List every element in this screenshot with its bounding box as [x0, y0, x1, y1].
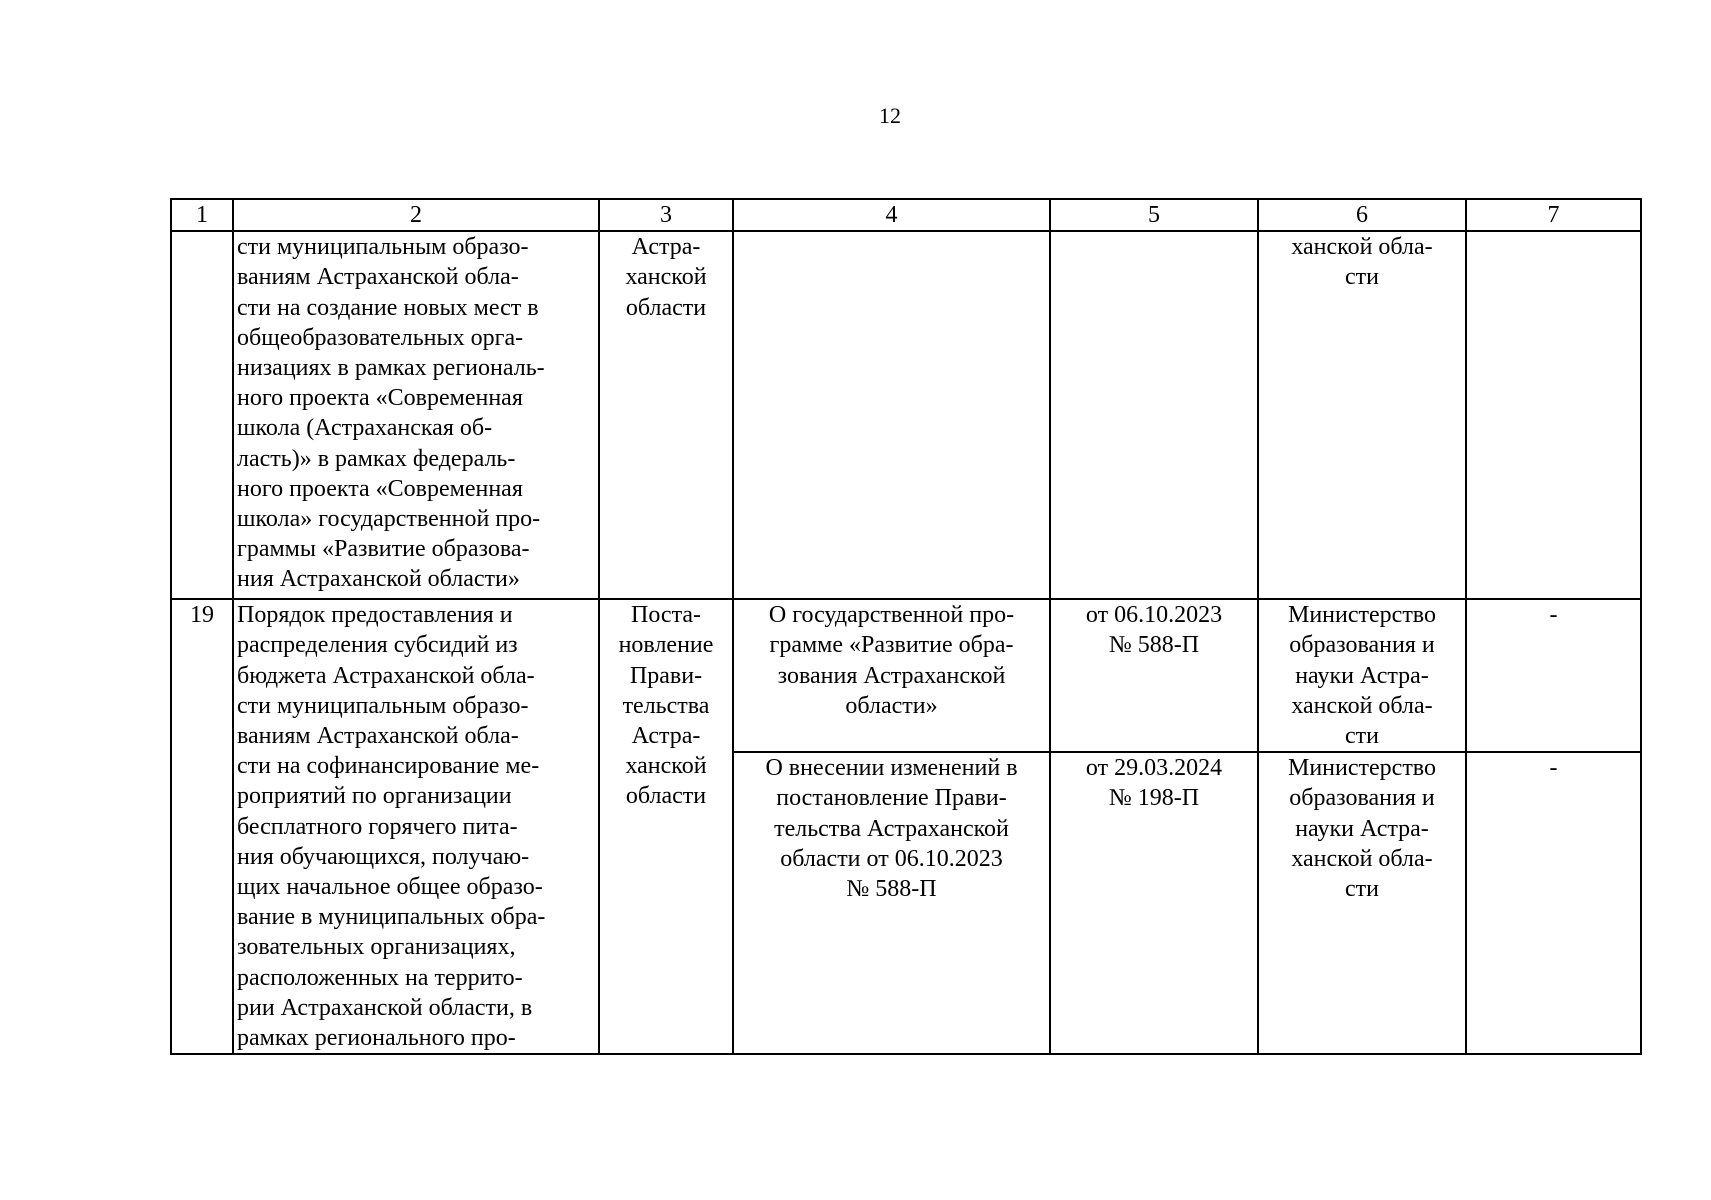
text-line: ханской обла-: [1291, 692, 1433, 719]
text-line: сти на создание новых мест в: [237, 294, 539, 321]
text-line: № 588-П: [846, 876, 937, 903]
text-line: грамме «Развитие обра-: [769, 632, 1014, 659]
header-cell-6: 6: [1258, 199, 1466, 231]
text-line: рамках регионального про-: [237, 1025, 516, 1052]
text-line: О государственной про-: [768, 602, 1015, 629]
text-line: вание в муниципальных обра-: [237, 904, 546, 931]
text-line: Министерство: [1288, 602, 1436, 629]
text-line: Поста-: [630, 602, 701, 629]
header-cell-3: 3: [599, 199, 733, 231]
text-line: Астра-: [631, 234, 701, 261]
text-line: ного проекта «Современная: [237, 475, 523, 502]
text-line: школа (Астраханская об-: [237, 415, 493, 442]
cell-notes: -: [1466, 752, 1641, 1054]
cell-document-type: [599, 599, 733, 1054]
text-line: граммы «Развитие образова-: [237, 536, 530, 563]
cell-document-type: [599, 231, 733, 599]
text-line: постановление Прави-: [776, 785, 1007, 812]
text-line: бесплатного горячего пита-: [237, 813, 518, 840]
cell-document-name: [733, 599, 1050, 752]
text-line: сти муниципальным образо-: [237, 692, 529, 719]
text-line: новление: [618, 632, 714, 659]
text-line: области от 06.10.2023: [780, 845, 1003, 872]
text-line: области»: [845, 692, 938, 719]
text-line: ханской обла-: [1291, 845, 1433, 872]
text-line: тельства: [622, 692, 710, 719]
table-row-continued: [171, 231, 1641, 599]
text-line: ния обучающихся, получаю-: [237, 843, 530, 870]
text-line: ласть)» в рамках федераль-: [237, 445, 516, 472]
table-row-19: [171, 599, 1641, 752]
row-number-cell: [171, 231, 233, 599]
text-line: расположенных на террито-: [237, 964, 523, 991]
text-line: школа» государственной про-: [237, 506, 541, 533]
cell-document-title: [233, 231, 599, 599]
text-line: науки Астра-: [1295, 662, 1429, 689]
text-line: образования и: [1289, 632, 1435, 659]
text-line: Прави-: [629, 662, 703, 689]
text-line: ханской: [625, 753, 707, 780]
text-line: роприятий по организации: [237, 783, 512, 810]
text-line: Астра-: [631, 723, 701, 750]
text-line: от 29.03.2024: [1085, 755, 1223, 782]
text-line: ного проекта «Современная: [237, 385, 523, 412]
text-line: зовательных организациях,: [237, 934, 516, 961]
text-line: общеобразовательных орга-: [237, 324, 524, 351]
text-line: сти муниципальным образо-: [237, 234, 529, 261]
text-line: № 588-П: [1108, 632, 1200, 659]
text-line: ханской обла-: [1291, 234, 1433, 261]
text-line: ния Астраханской области»: [237, 566, 520, 593]
cell-document-name: [733, 231, 1050, 599]
text-line: ваниям Астраханской обла-: [237, 723, 519, 750]
text-line: Порядок предоставления и: [237, 602, 513, 629]
text-line: науки Астра-: [1295, 815, 1429, 842]
text-line: распределения субсидий из: [237, 632, 518, 659]
text-line: ваниям Астраханской обла-: [237, 264, 519, 291]
row-number-cell: 19: [171, 599, 233, 1054]
text-line: № 198-П: [1108, 785, 1200, 812]
header-cell-7: 7: [1466, 199, 1641, 231]
header-cell-4: 4: [733, 199, 1050, 231]
text-line: О внесении изменений в: [765, 755, 1018, 782]
cell-notes: [1466, 231, 1641, 599]
text-line: сти на софинансирование ме-: [237, 753, 540, 780]
cell-responsible-body: [1258, 752, 1466, 1054]
page-number: 12: [879, 103, 901, 128]
text-line: Министерство: [1288, 755, 1436, 782]
cell-document-date: [1050, 231, 1258, 599]
text-line: области: [625, 294, 707, 321]
text-line: сти: [1345, 723, 1379, 750]
cell-notes: -: [1466, 599, 1641, 752]
text-line: зования Астраханской: [777, 662, 1006, 689]
text-line: ханской: [625, 264, 707, 291]
text-line: образования и: [1289, 785, 1435, 812]
cell-document-date: [1050, 752, 1258, 1054]
text-line: сти: [1345, 876, 1379, 903]
cell-document-date: [1050, 599, 1258, 752]
header-row: [171, 199, 1641, 231]
cell-responsible-body: [1258, 599, 1466, 752]
header-cell-2: 2: [233, 199, 599, 231]
text-line: сти: [1345, 264, 1379, 291]
document-table: [170, 198, 1642, 1055]
text-line: рии Астраханской области, в: [237, 994, 533, 1021]
text-line: низациях в рамках региональ-: [237, 355, 545, 382]
cell-document-name: [733, 752, 1050, 1054]
cell-document-title: [233, 599, 599, 1054]
text-line: области: [625, 783, 707, 810]
text-line: щих начальное общее образо-: [237, 874, 543, 901]
header-cell-5: 5: [1050, 199, 1258, 231]
text-line: от 06.10.2023: [1085, 602, 1223, 629]
header-cell-1: 1: [171, 199, 233, 231]
text-line: тельства Астраханской: [774, 815, 1009, 842]
cell-responsible-body: [1258, 231, 1466, 599]
text-line: бюджета Астраханской обла-: [237, 662, 535, 689]
